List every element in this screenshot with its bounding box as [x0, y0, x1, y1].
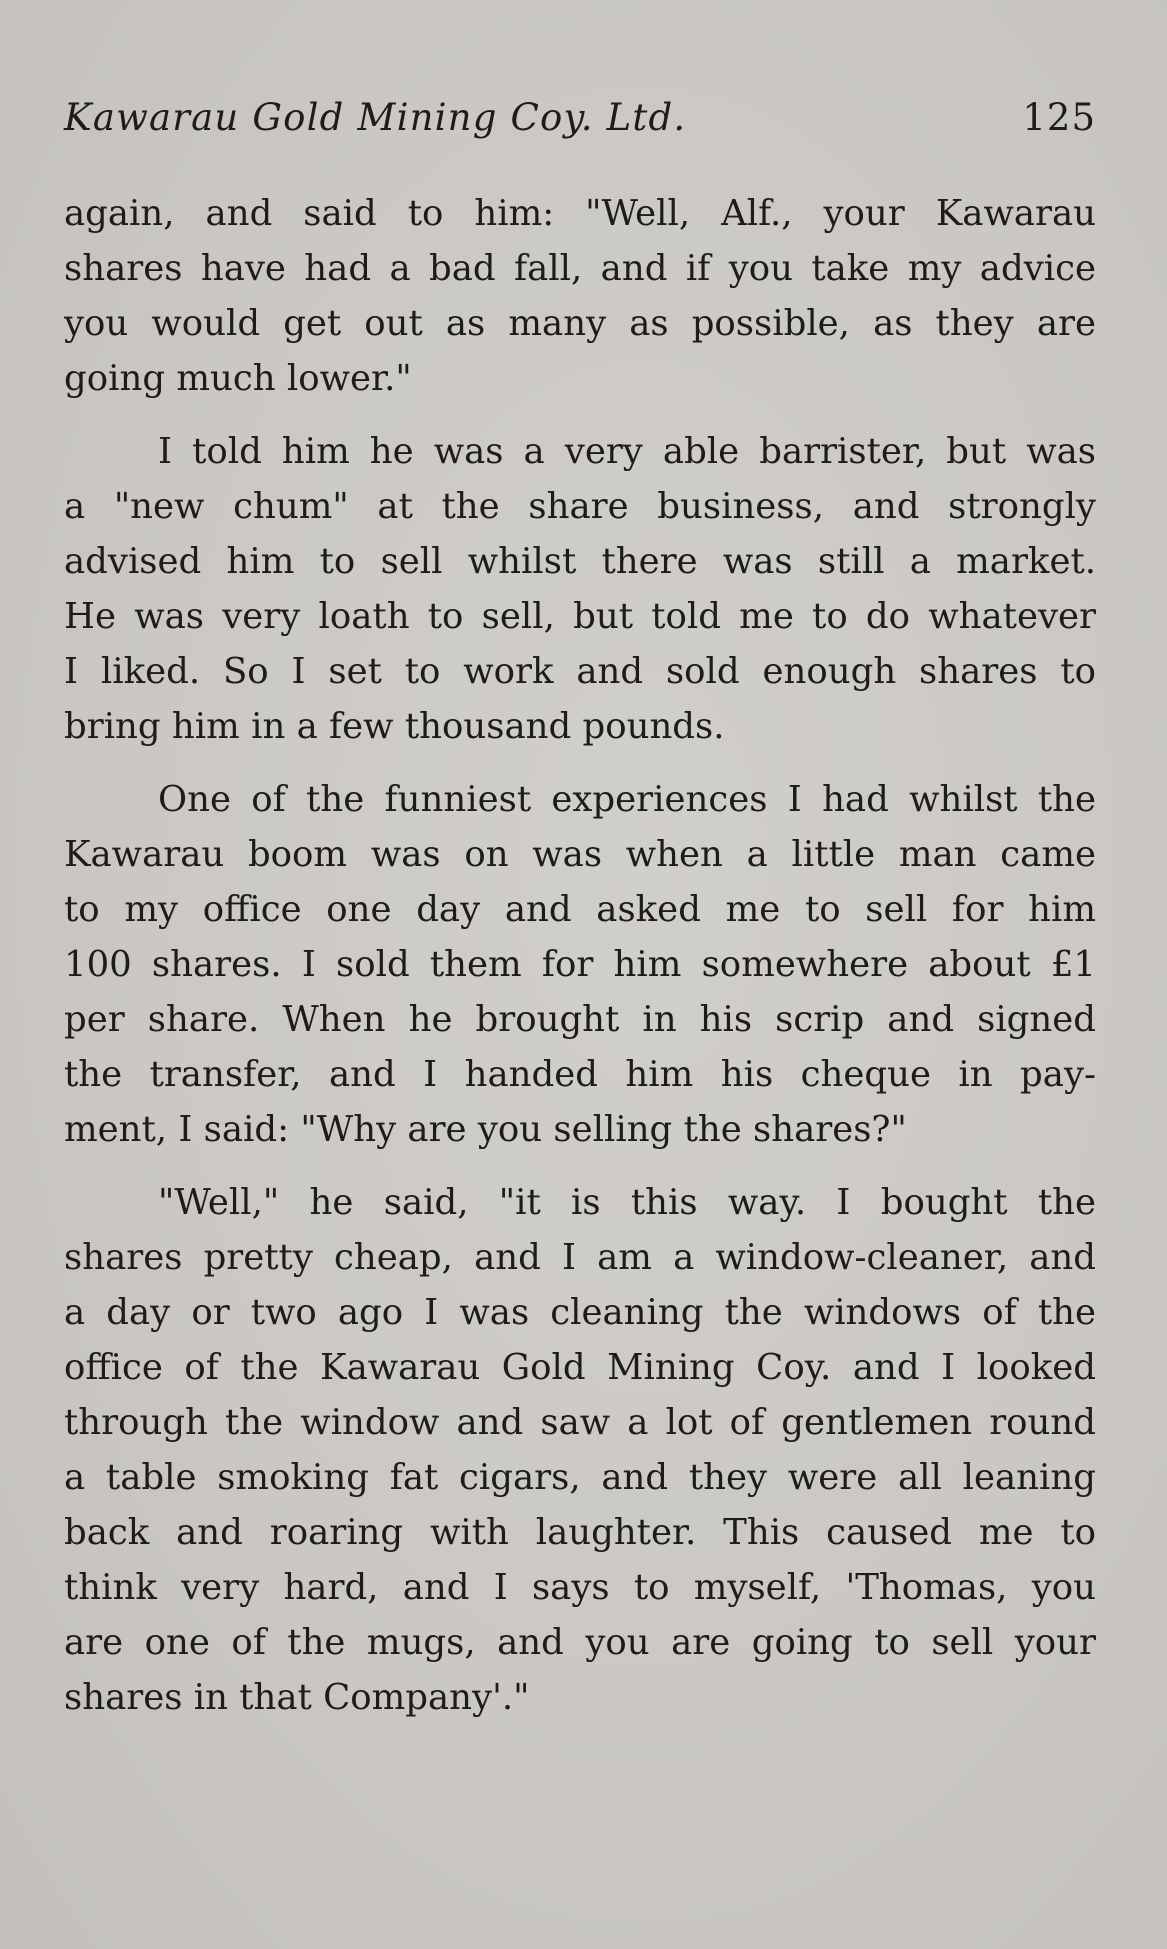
text-line: shares have had a bad fall, and if you take my advice — [64, 248, 1096, 289]
page-number: 125 — [1022, 96, 1096, 139]
text-line: think very hard, and I says to myself, 'Thomas, you — [64, 1567, 1096, 1608]
text-line: office of the Kawarau Gold Mining Coy. and I looked — [64, 1347, 1096, 1388]
text-line: advised him to sell whilst there was still a market. — [64, 541, 1096, 582]
text-line: 100 shares. I sold them for him somewhere about £1 — [64, 944, 1096, 985]
text-line: ment, I said: "Why are you selling the shares?" — [64, 1109, 907, 1150]
page-header — [64, 88, 1096, 148]
text-line: bring him in a few thousand pounds. — [64, 706, 725, 747]
body-text — [64, 186, 1096, 1725]
text-line: "Well," he said, "it is this way. I bought the — [158, 1182, 1096, 1223]
text-line: you would get out as many as possible, as they are — [64, 303, 1096, 344]
paragraph — [64, 1175, 1096, 1725]
text-line: I told him he was a very able barrister, but was — [158, 431, 1096, 472]
text-line: a table smoking fat cigars, and they were all leaning — [64, 1457, 1096, 1498]
text-line: are one of the mugs, and you are going to sell your — [64, 1622, 1096, 1663]
paragraph — [64, 186, 1096, 406]
text-line: per share. When he brought in his scrip and signed — [64, 999, 1096, 1040]
text-line: again, and said to him: "Well, Alf., your Kawarau — [64, 193, 1096, 234]
text-line: a "new chum" at the share business, and strongly — [64, 486, 1096, 527]
text-line: He was very loath to sell, but told me to do whatever — [64, 596, 1096, 637]
running-title: Kawarau Gold Mining Coy. Ltd. — [64, 96, 687, 139]
text-line: going much lower." — [64, 358, 412, 399]
text-line: shares in that Company'." — [64, 1677, 530, 1718]
text-line: a day or two ago I was cleaning the windows of the — [64, 1292, 1096, 1333]
text-line: through the window and saw a lot of gentlemen round — [64, 1402, 1096, 1443]
text-line: One of the funniest experiences I had whilst the — [158, 779, 1096, 820]
text-line: Kawarau boom was on was when a little man came — [64, 834, 1096, 875]
text-line: back and roaring with laughter. This caused me to — [64, 1512, 1096, 1553]
paragraph — [64, 424, 1096, 754]
text-line: the transfer, and I handed him his cheque in pay- — [64, 1054, 1096, 1095]
text-line: to my office one day and asked me to sell for him — [64, 889, 1096, 930]
paragraph — [64, 772, 1096, 1157]
text-line: shares pretty cheap, and I am a window-cleaner, and — [64, 1237, 1096, 1278]
text-line: I liked. So I set to work and sold enough shares to — [64, 651, 1096, 692]
